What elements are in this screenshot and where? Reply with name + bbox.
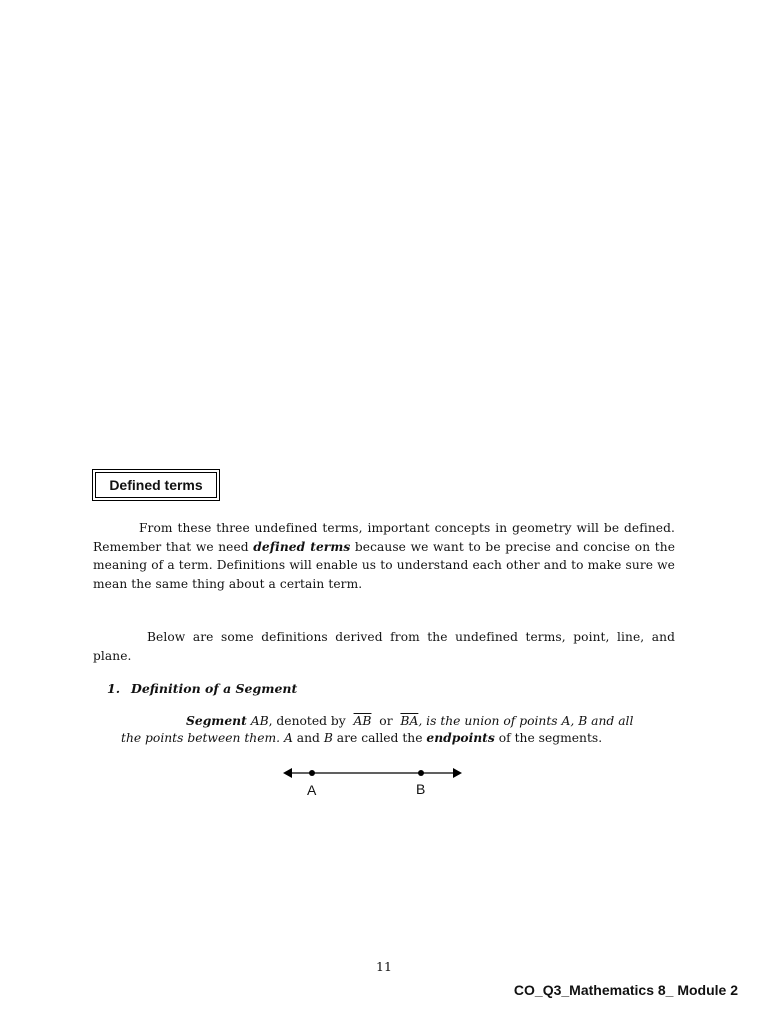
endpoints-emphasis: endpoints (426, 730, 495, 745)
defined-terms-emphasis: defined terms (253, 539, 351, 554)
footer-module-label: CO_Q3_Mathematics 8_ Module 2 (513, 982, 738, 998)
definition-line-2 (121, 730, 602, 745)
section-title: Defined terms (95, 472, 217, 498)
called-text: are called the (336, 731, 423, 745)
or-text: or (379, 714, 393, 728)
and-text: and (296, 731, 320, 745)
tail-text: of the segments. (498, 731, 603, 745)
segment-name: AB (250, 714, 269, 728)
endpoint-a-text: A (283, 731, 293, 745)
point-b-label: B (416, 781, 426, 797)
page-number: 11 (376, 959, 392, 974)
definition-term: Segment (186, 713, 247, 728)
segment-notation-ab: $\overline{AB}$ (353, 714, 372, 728)
definitions-intro-paragraph: Below are some definitions derived from the undefined terms, point, line, and plane. (93, 630, 675, 663)
denoted-by-text: , denoted by (268, 714, 346, 728)
point-b-dot (418, 770, 424, 776)
left-arrow-icon (283, 768, 292, 778)
list-item-title: Definition of a Segment (131, 681, 298, 696)
intro-paragraph (93, 519, 675, 593)
intro-text-before: From these three undefined terms, important concepts in geometry will be defined. Remember that we need (93, 521, 675, 554)
list-item-heading (107, 681, 297, 696)
segment-notation-ba: $\overline{BA}$ (400, 714, 419, 728)
right-arrow-icon (453, 768, 462, 778)
between-text: the points between them. (121, 731, 281, 745)
union-text: , is the union of points A, B and all (418, 714, 634, 728)
section-title-box (92, 469, 220, 501)
point-a-dot (309, 770, 315, 776)
list-item-number: 1. (107, 681, 121, 696)
point-a-label: A (307, 782, 317, 798)
definition-line-1 (186, 713, 633, 728)
intro-text-after: because we want to be precise and concise on the meaning of a term. Definitions will enable us to understand each other and to make sure we mean the same thing about a certain term. (93, 539, 676, 591)
endpoint-b-text: B (323, 731, 333, 745)
